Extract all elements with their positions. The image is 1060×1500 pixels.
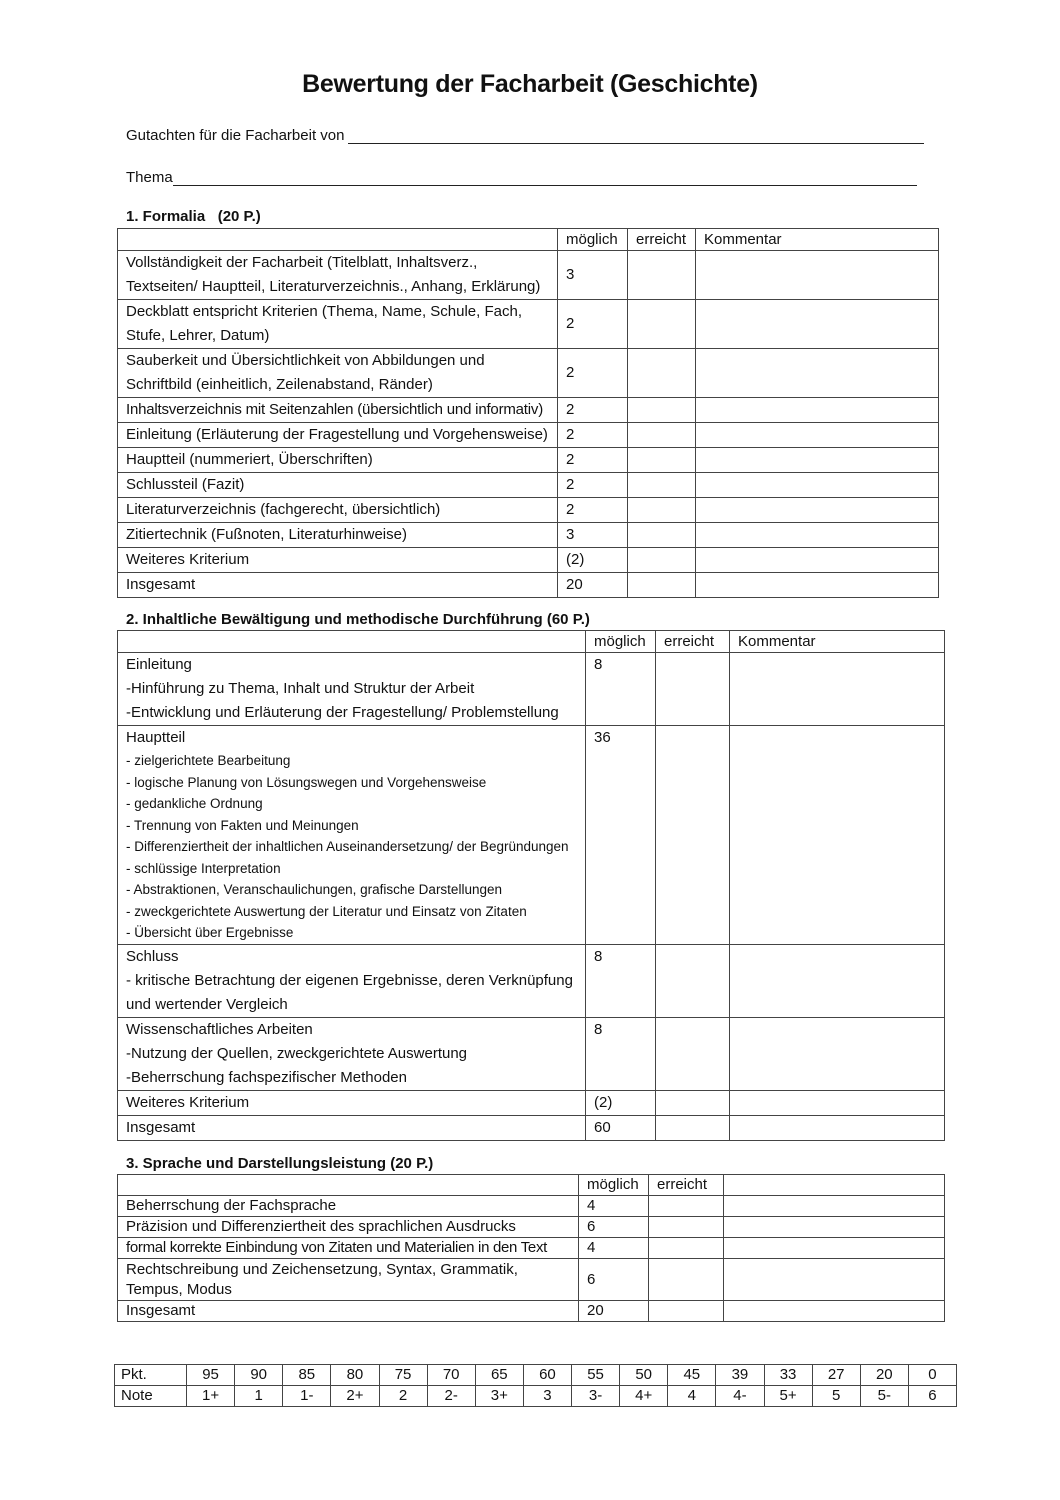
inhalt-table bbox=[117, 630, 945, 1141]
points-cell: 33 bbox=[764, 1365, 812, 1386]
kommentar-input[interactable] bbox=[696, 349, 939, 398]
points-cell: 45 bbox=[668, 1365, 716, 1386]
erreicht-input[interactable] bbox=[628, 349, 696, 398]
thema-label: Thema bbox=[126, 169, 173, 186]
criterion-detail: - zweckgerichtete Auswertung der Literatur und Einsatz von Zitaten bbox=[126, 903, 527, 919]
table-row bbox=[118, 1196, 945, 1217]
grade-cell: 2 bbox=[379, 1386, 427, 1407]
kommentar-input[interactable] bbox=[696, 473, 939, 498]
header-kommentar: Kommentar bbox=[730, 631, 945, 653]
erreicht-input[interactable] bbox=[656, 1115, 730, 1140]
criterion-cell bbox=[118, 944, 586, 1017]
criterion-label: Insgesamt bbox=[118, 1115, 586, 1140]
table-row bbox=[118, 944, 945, 1017]
grade-label: Note bbox=[115, 1386, 187, 1407]
moeglich-value: (2) bbox=[558, 548, 628, 573]
grade-scale-table bbox=[114, 1364, 957, 1407]
table-row bbox=[118, 726, 945, 945]
header-moeglich: möglich bbox=[586, 631, 656, 653]
criterion-label: Beherrschung der Fachsprache bbox=[118, 1196, 579, 1217]
moeglich-value: 2 bbox=[558, 300, 628, 349]
header-moeglich: möglich bbox=[579, 1175, 649, 1196]
gutachten-input[interactable] bbox=[348, 126, 924, 144]
grade-cell: 4+ bbox=[620, 1386, 668, 1407]
criterion-detail: - zielgerichtete Bearbeitung bbox=[126, 753, 291, 768]
header-erreicht: erreicht bbox=[628, 229, 696, 251]
points-cell: 65 bbox=[475, 1365, 523, 1386]
grade-cell: 1+ bbox=[187, 1386, 235, 1407]
header-kommentar: Kommentar bbox=[696, 229, 939, 251]
page-title: Bewertung der Facharbeit (Geschichte) bbox=[302, 70, 758, 98]
erreicht-input[interactable] bbox=[656, 726, 730, 945]
grade-cell: 4 bbox=[668, 1386, 716, 1407]
grade-cell: 3+ bbox=[475, 1386, 523, 1407]
moeglich-value: 8 bbox=[586, 653, 656, 726]
criterion-detail: - Differenziertheit der inhaltlichen Auseinandersetzung/ der Begründungen bbox=[126, 839, 569, 854]
kommentar-input[interactable] bbox=[696, 300, 939, 349]
table-row bbox=[118, 423, 939, 448]
points-cell: 27 bbox=[812, 1365, 860, 1386]
moeglich-value: 2 bbox=[558, 423, 628, 448]
grade-cell: 5 bbox=[812, 1386, 860, 1407]
criterion-label: Rechtschreibung und Zeichensetzung, Syntax, Grammatik, Tempus, Modus bbox=[118, 1259, 579, 1301]
table-row bbox=[118, 349, 939, 398]
criterion-detail: -Beherrschung fachspezifischer Methoden bbox=[126, 1068, 407, 1086]
moeglich-value: 4 bbox=[579, 1238, 649, 1259]
erreicht-input[interactable] bbox=[649, 1217, 724, 1238]
criterion-label: Einleitung (Erläuterung der Fragestellung und Vorgehensweise) bbox=[118, 423, 558, 448]
kommentar-input[interactable] bbox=[696, 448, 939, 473]
erreicht-input[interactable] bbox=[628, 398, 696, 423]
table-row bbox=[118, 653, 945, 726]
moeglich-value: 2 bbox=[558, 398, 628, 423]
formalia-table bbox=[117, 228, 939, 598]
table-row bbox=[118, 1259, 945, 1301]
moeglich-value: 20 bbox=[579, 1301, 649, 1322]
header-kommentar bbox=[724, 1175, 945, 1196]
criterion-label: Präzision und Differenziertheit des sprachlichen Ausdrucks bbox=[118, 1217, 579, 1238]
erreicht-input[interactable] bbox=[628, 448, 696, 473]
points-cell: 95 bbox=[187, 1365, 235, 1386]
moeglich-value: 36 bbox=[586, 726, 656, 945]
grade-cell: 5- bbox=[860, 1386, 908, 1407]
kommentar-input[interactable] bbox=[696, 523, 939, 548]
table-row bbox=[118, 398, 939, 423]
points-cell: 90 bbox=[235, 1365, 283, 1386]
grade-cell: 5+ bbox=[764, 1386, 812, 1407]
thema-input[interactable] bbox=[173, 168, 917, 186]
table-row bbox=[118, 1017, 945, 1090]
kommentar-input[interactable] bbox=[696, 573, 939, 598]
table-row bbox=[118, 523, 939, 548]
thema-field bbox=[126, 168, 917, 186]
criterion-label: Insgesamt bbox=[118, 573, 558, 598]
criterion-label: Deckblatt entspricht Kriterien (Thema, Name, Schule, Fach, Stufe, Lehrer, Datum) bbox=[118, 300, 558, 349]
erreicht-input[interactable] bbox=[628, 423, 696, 448]
criterion-cell bbox=[118, 1017, 586, 1090]
header-criterion bbox=[118, 1175, 579, 1196]
table-row bbox=[118, 473, 939, 498]
erreicht-input[interactable] bbox=[628, 573, 696, 598]
criterion-detail: - Abstraktionen, Veranschaulichungen, grafische Darstellungen bbox=[126, 882, 502, 897]
erreicht-input[interactable] bbox=[656, 1017, 730, 1090]
criterion-label: Literaturverzeichnis (fachgerecht, übersichtlich) bbox=[118, 498, 558, 523]
criterion-detail: - Übersicht über Ergebnisse bbox=[126, 925, 294, 940]
erreicht-input[interactable] bbox=[656, 944, 730, 1017]
moeglich-value: 60 bbox=[586, 1115, 656, 1140]
total-row bbox=[118, 573, 939, 598]
table-row bbox=[118, 1090, 945, 1115]
table-row bbox=[118, 1217, 945, 1238]
table-row bbox=[118, 448, 939, 473]
criterion-label: Zitiertechnik (Fußnoten, Literaturhinweise) bbox=[118, 523, 558, 548]
criterion-label: Sauberkeit und Übersichtlichkeit von Abbildungen und Schriftbild (einheitlich, Zeilenabstand, Ränder) bbox=[118, 349, 558, 398]
moeglich-value: 20 bbox=[558, 573, 628, 598]
moeglich-value: 2 bbox=[558, 498, 628, 523]
section3-heading: 3. Sprache und Darstellungsleistung (20 P.) bbox=[126, 1155, 434, 1172]
criterion-detail: und wertender Vergleich bbox=[126, 995, 288, 1013]
erreicht-input[interactable] bbox=[628, 300, 696, 349]
criterion-detail: - logische Planung von Lösungswegen und Vorgehensweise bbox=[126, 774, 487, 790]
moeglich-value: 3 bbox=[558, 251, 628, 300]
criterion-label: Hauptteil (nummeriert, Überschriften) bbox=[118, 448, 558, 473]
erreicht-input[interactable] bbox=[628, 498, 696, 523]
kommentar-input[interactable] bbox=[724, 1238, 945, 1259]
header-criterion bbox=[118, 631, 586, 653]
points-cell: 55 bbox=[572, 1365, 620, 1386]
criterion-label: Schlussteil (Fazit) bbox=[118, 473, 558, 498]
moeglich-value: (2) bbox=[586, 1090, 656, 1115]
criterion-label: Hauptteil bbox=[126, 729, 186, 746]
grade-cell: 1 bbox=[235, 1386, 283, 1407]
criterion-label: Vollständigkeit der Facharbeit (Titelblatt, Inhaltsverz., Textseiten/ Hauptteil, Literaturverzeichnis., Anhang, Erklärung) bbox=[118, 251, 558, 300]
erreicht-input[interactable] bbox=[649, 1301, 724, 1322]
moeglich-value: 6 bbox=[579, 1217, 649, 1238]
erreicht-input[interactable] bbox=[628, 523, 696, 548]
criterion-label: formal korrekte Einbindung von Zitaten und Materialien in den Text bbox=[118, 1238, 579, 1259]
moeglich-value: 8 bbox=[586, 1017, 656, 1090]
moeglich-value: 3 bbox=[558, 523, 628, 548]
moeglich-value: 2 bbox=[558, 448, 628, 473]
gutachten-field bbox=[126, 126, 924, 144]
points-cell: 50 bbox=[620, 1365, 668, 1386]
grades-row bbox=[115, 1386, 957, 1407]
points-cell: 60 bbox=[523, 1365, 571, 1386]
criterion-detail: - kritische Betrachtung der eigenen Ergebnisse, deren Verknüpfung bbox=[126, 971, 573, 989]
grade-cell: 2+ bbox=[331, 1386, 379, 1407]
kommentar-input[interactable] bbox=[730, 1017, 945, 1090]
erreicht-input[interactable] bbox=[656, 1090, 730, 1115]
erreicht-input[interactable] bbox=[649, 1196, 724, 1217]
table-header-row bbox=[118, 1175, 945, 1196]
points-row bbox=[115, 1365, 957, 1386]
moeglich-value: 6 bbox=[579, 1259, 649, 1301]
header-moeglich: möglich bbox=[558, 229, 628, 251]
points-cell: 80 bbox=[331, 1365, 379, 1386]
kommentar-input[interactable] bbox=[730, 944, 945, 1017]
criterion-detail: -Nutzung der Quellen, zweckgerichtete Auswertung bbox=[126, 1044, 468, 1062]
kommentar-input[interactable] bbox=[696, 251, 939, 300]
criterion-cell bbox=[118, 653, 586, 726]
erreicht-input[interactable] bbox=[628, 473, 696, 498]
criterion-cell bbox=[118, 726, 586, 945]
erreicht-input[interactable] bbox=[628, 548, 696, 573]
criterion-label: Wissenschaftliches Arbeiten bbox=[126, 1020, 313, 1038]
points-cell: 75 bbox=[379, 1365, 427, 1386]
grade-cell: 4- bbox=[716, 1386, 764, 1407]
points-cell: 20 bbox=[860, 1365, 908, 1386]
section1-heading: 1. Formalia (20 P.) bbox=[126, 208, 261, 225]
points-cell: 0 bbox=[908, 1365, 956, 1386]
criterion-label: Inhaltsverzeichnis mit Seitenzahlen (übersichtlich und informativ) bbox=[118, 398, 558, 423]
criterion-label: Schluss bbox=[126, 947, 179, 965]
kommentar-input[interactable] bbox=[696, 548, 939, 573]
total-row bbox=[118, 1115, 945, 1140]
criterion-label: Weiteres Kriterium bbox=[118, 1090, 586, 1115]
header-criterion bbox=[118, 229, 558, 251]
grade-cell: 1- bbox=[283, 1386, 331, 1407]
grade-cell: 3 bbox=[523, 1386, 571, 1407]
kommentar-input[interactable] bbox=[730, 653, 945, 726]
grade-cell: 2- bbox=[427, 1386, 475, 1407]
erreicht-input[interactable] bbox=[628, 251, 696, 300]
grade-cell: 6 bbox=[908, 1386, 956, 1407]
moeglich-value: 4 bbox=[579, 1196, 649, 1217]
kommentar-input[interactable] bbox=[730, 726, 945, 945]
table-row bbox=[118, 498, 939, 523]
sprache-table bbox=[117, 1174, 945, 1322]
criterion-detail: - gedankliche Ordnung bbox=[126, 796, 263, 811]
points-cell: 85 bbox=[283, 1365, 331, 1386]
kommentar-input[interactable] bbox=[730, 1090, 945, 1115]
criterion-detail: - schlüssige Interpretation bbox=[126, 860, 281, 876]
table-header-row bbox=[118, 631, 945, 653]
section2-heading: 2. Inhaltliche Bewältigung und methodische Durchführung (60 P.) bbox=[126, 611, 590, 628]
criterion-label: Einleitung bbox=[126, 656, 192, 673]
kommentar-input[interactable] bbox=[696, 498, 939, 523]
table-row bbox=[118, 300, 939, 349]
points-label: Pkt. bbox=[115, 1365, 187, 1386]
table-row bbox=[118, 251, 939, 300]
criterion-detail: -Entwicklung und Erläuterung der Fragestellung/ Problemstellung bbox=[126, 704, 559, 721]
criterion-detail: - Trennung von Fakten und Meinungen bbox=[126, 817, 359, 833]
header-erreicht: erreicht bbox=[649, 1175, 724, 1196]
kommentar-input[interactable] bbox=[724, 1217, 945, 1238]
table-row bbox=[118, 548, 939, 573]
kommentar-input[interactable] bbox=[730, 1115, 945, 1140]
kommentar-input[interactable] bbox=[696, 423, 939, 448]
points-cell: 70 bbox=[427, 1365, 475, 1386]
moeglich-value: 2 bbox=[558, 349, 628, 398]
criterion-label: Insgesamt bbox=[118, 1301, 579, 1322]
moeglich-value: 8 bbox=[586, 944, 656, 1017]
kommentar-input[interactable] bbox=[724, 1301, 945, 1322]
points-cell: 39 bbox=[716, 1365, 764, 1386]
kommentar-input[interactable] bbox=[724, 1259, 945, 1301]
criterion-label: Weiteres Kriterium bbox=[118, 548, 558, 573]
moeglich-value: 2 bbox=[558, 473, 628, 498]
grade-cell: 3- bbox=[572, 1386, 620, 1407]
criterion-detail: -Hinführung zu Thema, Inhalt und Struktur der Arbeit bbox=[126, 680, 475, 697]
kommentar-input[interactable] bbox=[724, 1196, 945, 1217]
total-row bbox=[118, 1301, 945, 1322]
erreicht-input[interactable] bbox=[649, 1238, 724, 1259]
gutachten-label: Gutachten für die Facharbeit von bbox=[126, 127, 345, 144]
kommentar-input[interactable] bbox=[696, 398, 939, 423]
table-header-row bbox=[118, 229, 939, 251]
erreicht-input[interactable] bbox=[656, 653, 730, 726]
header-erreicht: erreicht bbox=[656, 631, 730, 653]
erreicht-input[interactable] bbox=[649, 1259, 724, 1301]
table-row bbox=[118, 1238, 945, 1259]
